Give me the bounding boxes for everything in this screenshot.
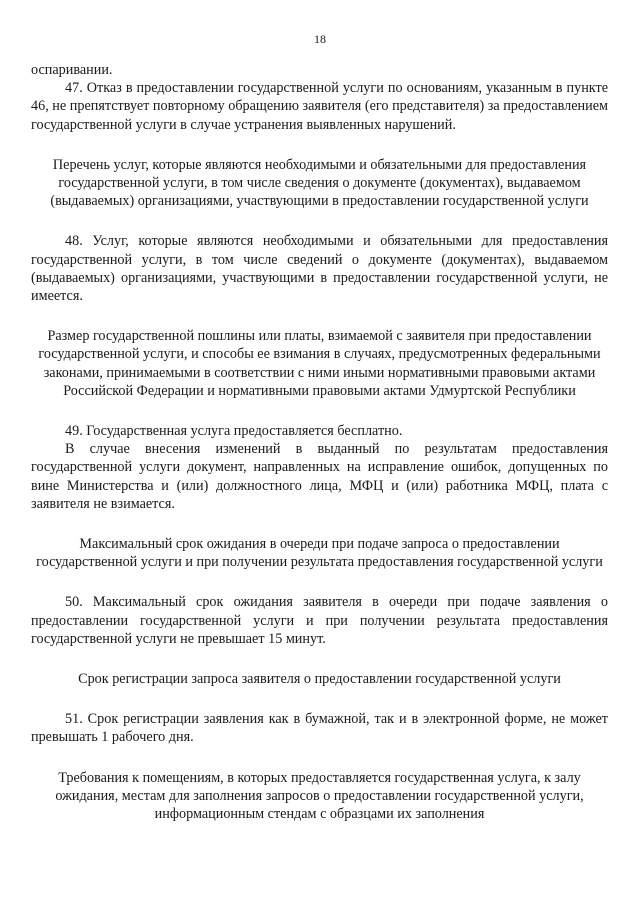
document-body [31,61,608,823]
paragraph-47: 47. Отказ в предоставлении государственной услуги по основаниям, указанным в пункте 46, не препятствует повторному обращению заявителя (его представителя) за предоставлением государственной услуги в случае устранения выявленных нарушений. [31,80,608,133]
paragraph-48: 48. Услуг, которые являются необходимыми и обязательными для предоставления государственной услуги, в том числе сведений о документе (документах), выдаваемом (выдаваемых) организациями, участвующими в предоставлении государственной услуги, не имеется. [31,233,608,305]
page-number: 18 [314,32,326,46]
section-heading-max-wait-time: Максимальный срок ожидания в очереди при подаче запроса о предоставлении государственной услуги и при получении результата предоставления государственной услуги [36,536,603,571]
paragraph-50: 50. Максимальный срок ожидания заявителя в очереди при подаче заявления о предоставлении государственной услуги и при получении результата предоставления государственной услуги не превышает 15 минут. [31,594,608,647]
paragraph-continuation: оспаривании. [31,62,113,78]
section-heading-registration-term: Срок регистрации запроса заявителя о предоставлении государственной услуги [78,671,561,688]
section-heading-premises-requirements: Требования к помещениям, в которых предоставляется государственная услуга, к залу ожидания, местам для заполнения запросов о предоставлении государственной услуги, информационным стендам с образцами их заполнения [55,769,584,823]
paragraph-49-continued: В случае внесения изменений в выданный по результатам предоставления государственной услуги документ, направленных на исправление ошибок, допущенных по вине Министерства и (или) должностного лица, МФЦ и (или) работника МФЦ, плата с заявителя не взимается. [31,441,608,512]
paragraph-51: 51. Срок регистрации заявления как в бумажной, так и в электронной форме, не может превышать 1 рабочего дня. [31,711,608,746]
section-heading-state-fee: Размер государственной пошлины или платы, взимаемой с заявителя при предоставлении государственной услуги, и способы ее взимания в случаях, предусмотренных федеральными законами, принимаемыми в соответствии с ними иными нормативными правовыми актами Российской Федерации и нормативными правовыми актами Удмуртской Республики [38,328,601,399]
section-heading-necessary-services: Перечень услуг, которые являются необходимыми и обязательными для предоставления государственной услуги, в том числе сведения о документе (документах), выдаваемом (выдаваемых) организациями, участвующими в предоставлении государственной услуги [50,156,589,210]
paragraph-49: 49. Государственная услуга предоставляется бесплатно. [65,423,403,440]
